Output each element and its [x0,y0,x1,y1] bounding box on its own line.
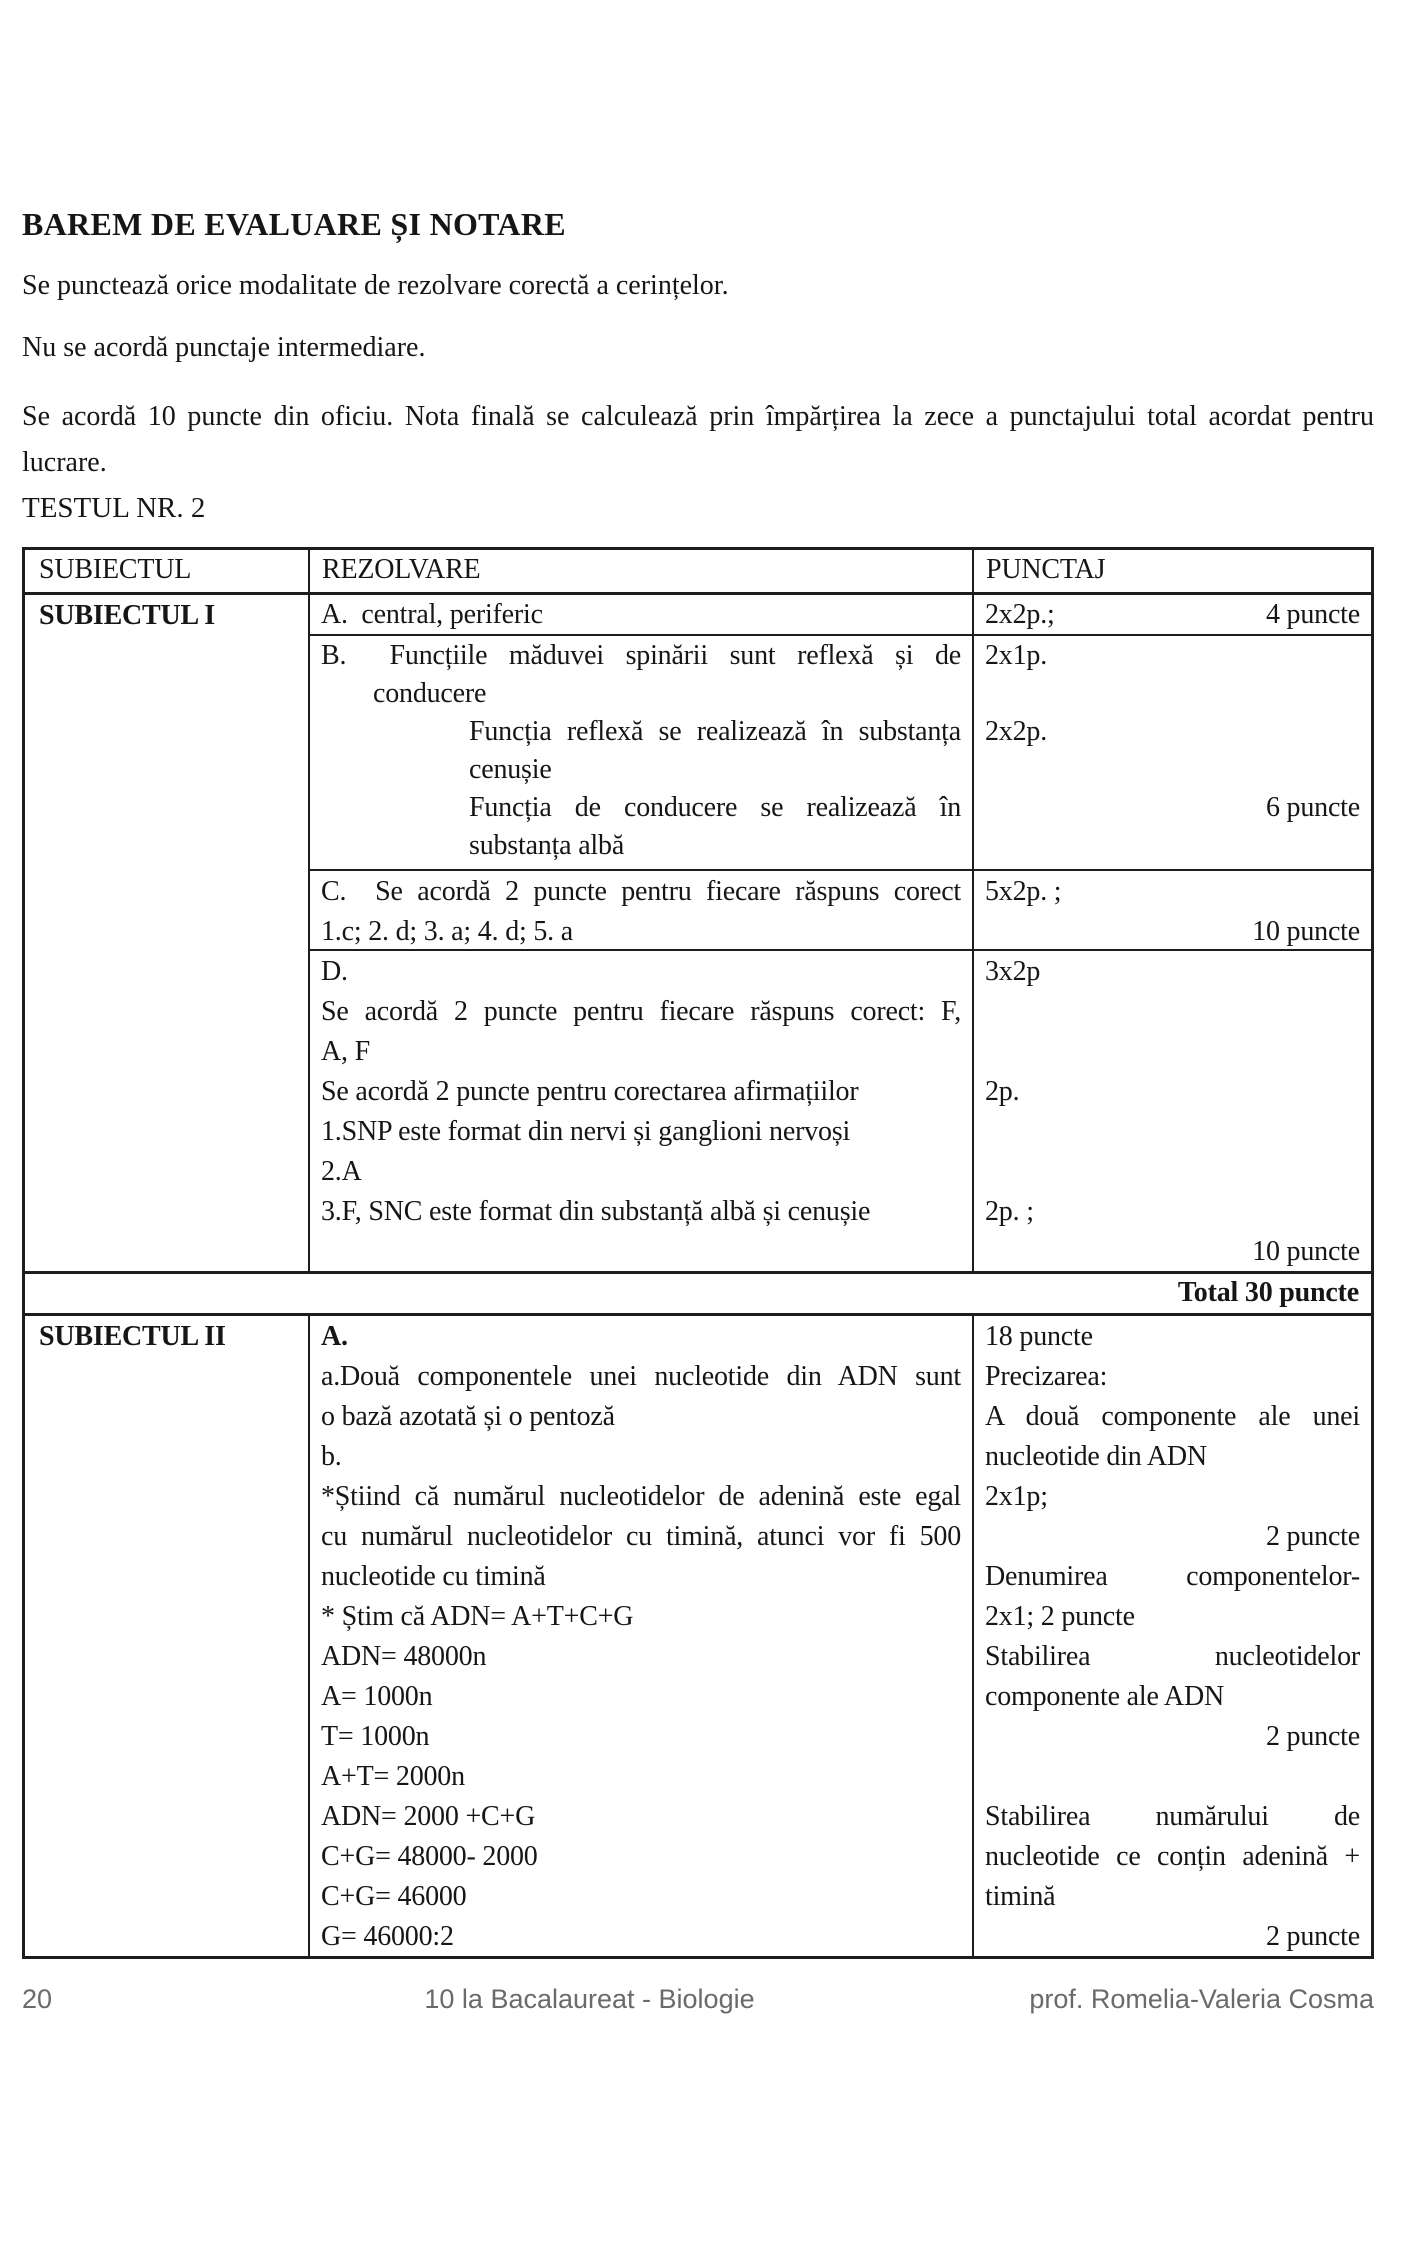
test-number-label: TESTUL NR. 2 [22,492,206,524]
table-line [985,1757,1360,1797]
table-row [310,871,1371,951]
subject-1-total: Total 30 puncte [25,1271,1371,1316]
table-line: Funcția reflexă se realizează în substanța [469,716,961,747]
table-line: o bază azotată și o pentoză [321,1401,615,1432]
table-line: A+T= 2000n [321,1761,465,1792]
punctaj-cell [974,1316,1371,1956]
page-number: 20 [22,1984,53,2014]
table-line [985,827,1360,865]
table-line: Se acordă 2 puncte pentru fiecare răspuns corect: F, [321,996,961,1027]
table-row [310,1316,1371,1956]
table-line: cu numărul nucleotidelor cu timină, atunci vor fi 500 [321,1521,961,1552]
points-formula: 2x2p.; [985,599,1055,630]
punctaj-cell [974,951,1371,1271]
table-line: 2p. [985,1076,1020,1107]
table-line: C+G= 48000- 2000 [321,1841,538,1872]
rezolvare-cell [310,595,974,634]
table-line: *Știind că numărul nucleotidelor de adenină este egal [321,1481,961,1512]
table-line: Funcția de conducere se realizează în [469,792,961,823]
table-line: Precizarea: [985,1361,1108,1392]
table-line: Denumirea componentelor- [985,1561,1360,1592]
table-line: 2p. ; [985,1196,1034,1227]
table-line: A. [321,1321,348,1352]
table-line: 2 puncte [1265,1921,1360,1952]
table-line [321,1232,961,1272]
points-total: 4 puncte [1265,599,1360,630]
table-line: 5x2p. ; [985,876,1062,907]
table-line: substanța albă [469,830,625,861]
table-line: ADN= 48000n [321,1641,487,1672]
rezolvare-cell [310,636,974,869]
subject-2-block [25,1316,1371,1956]
table-line: 1.SNP este format din nervi și ganglioni nervoși [321,1116,851,1147]
punctaj-cell [974,636,1371,869]
table-line: B. Funcțiile măduvei spinării sunt reflexă și de [321,640,961,671]
table-line: C. Se acordă 2 puncte pentru fiecare răspuns corect [321,876,961,907]
table-line [985,1152,1360,1192]
table-line: G= 46000:2 [321,1921,454,1952]
table-line: 2x1; 2 puncte [985,1601,1135,1632]
table-line: conducere [373,678,487,709]
table-line [985,1112,1360,1152]
footer-author: prof. Romelia-Valeria Cosma [1029,1984,1374,2014]
table-line: 1.c; 2. d; 3. a; 4. d; 5. a [321,916,574,947]
table-line: A. central, periferic [321,599,543,630]
subject-2-label: SUBIECTUL II [25,1316,310,1956]
subject-1-block [25,595,1371,1271]
footer-book-title: 10 la Bacalaureat - Biologie [424,1984,755,2014]
table-line [985,992,1360,1032]
table-line: 18 puncte [985,1321,1093,1352]
table-line: Se acordă 2 puncte pentru corectarea afirmațiilor [321,1076,859,1107]
table-line: 10 puncte [1252,916,1360,947]
scoring-table [22,547,1374,1959]
table-line: cenușie [469,754,552,785]
page-title: BAREM DE EVALUARE ȘI NOTARE [22,206,566,242]
table-line: D. [321,956,348,987]
table-line: C+G= 46000 [321,1881,467,1912]
intro-paragraph-1: Se punctează orice modalitate de rezolvare corectă a cerințelor. [22,270,729,301]
table-line: 2x2p. [985,716,1048,747]
table-line: 2 puncte [1265,1721,1360,1752]
table-line [985,1032,1360,1072]
subject-1-rows [310,595,1371,1271]
table-line: A, F [321,1036,370,1067]
table-header-row [25,550,1371,595]
table-row [310,636,1371,871]
intro-paragraph-2: Nu se acordă punctaje intermediare. [22,332,426,363]
table-line: nucleotide cu timină [321,1561,546,1592]
header-subiectul: SUBIECTUL [25,550,310,592]
table-line: 2.A [321,1156,362,1187]
punctaj-cell [974,871,1371,949]
page-footer [0,1984,1410,2018]
table-line: 6 puncte [1265,792,1360,823]
table-line: Stabilirea nucleotidelor [985,1641,1360,1672]
table-line: 3.F, SNC este format din substanță albă și cenușie [321,1196,871,1227]
table-line [985,596,1360,634]
table-row [310,951,1371,1271]
table-line: timină [985,1881,1056,1912]
table-line: * Știm că ADN= A+T+C+G [321,1601,634,1632]
intro-paragraph-3: Se acordă 10 puncte din oficiu. Nota finală se calculează prin împărțirea la zece a punctajului total acordat pentru lucrare. [22,401,1374,478]
table-line [985,751,1360,789]
table-row [310,595,1371,636]
table-line: b. [321,1441,342,1472]
table-line: componente ale ADN [985,1681,1224,1712]
punctaj-cell [974,595,1371,634]
table-line: nucleotide din ADN [985,1441,1207,1472]
table-line: A două componente ale unei [985,1401,1360,1432]
table-line: 2 puncte [1265,1521,1360,1552]
table-line: Stabilirea numărului de [985,1801,1360,1832]
table-line: T= 1000n [321,1721,430,1752]
header-rezolvare: REZOLVARE [310,550,974,592]
rezolvare-cell [310,1316,974,1956]
table-line: a.Două componentele unei nucleotide din ADN sunt [321,1361,961,1392]
table-line: 10 puncte [1252,1236,1360,1267]
table-line [985,675,1360,713]
table-line: 2x1p. [985,640,1048,671]
header-punctaj: PUNCTAJ [986,554,1106,585]
table-line: 3x2p [985,956,1041,987]
subject-1-label: SUBIECTUL I [25,595,310,1271]
rezolvare-cell [310,871,974,949]
table-line: nucleotide ce conțin adenină + [985,1841,1360,1872]
table-line: A= 1000n [321,1681,433,1712]
table-line: 2x1p; [985,1481,1048,1512]
rezolvare-cell [310,951,974,1271]
table-line: ADN= 2000 +C+G [321,1801,536,1832]
